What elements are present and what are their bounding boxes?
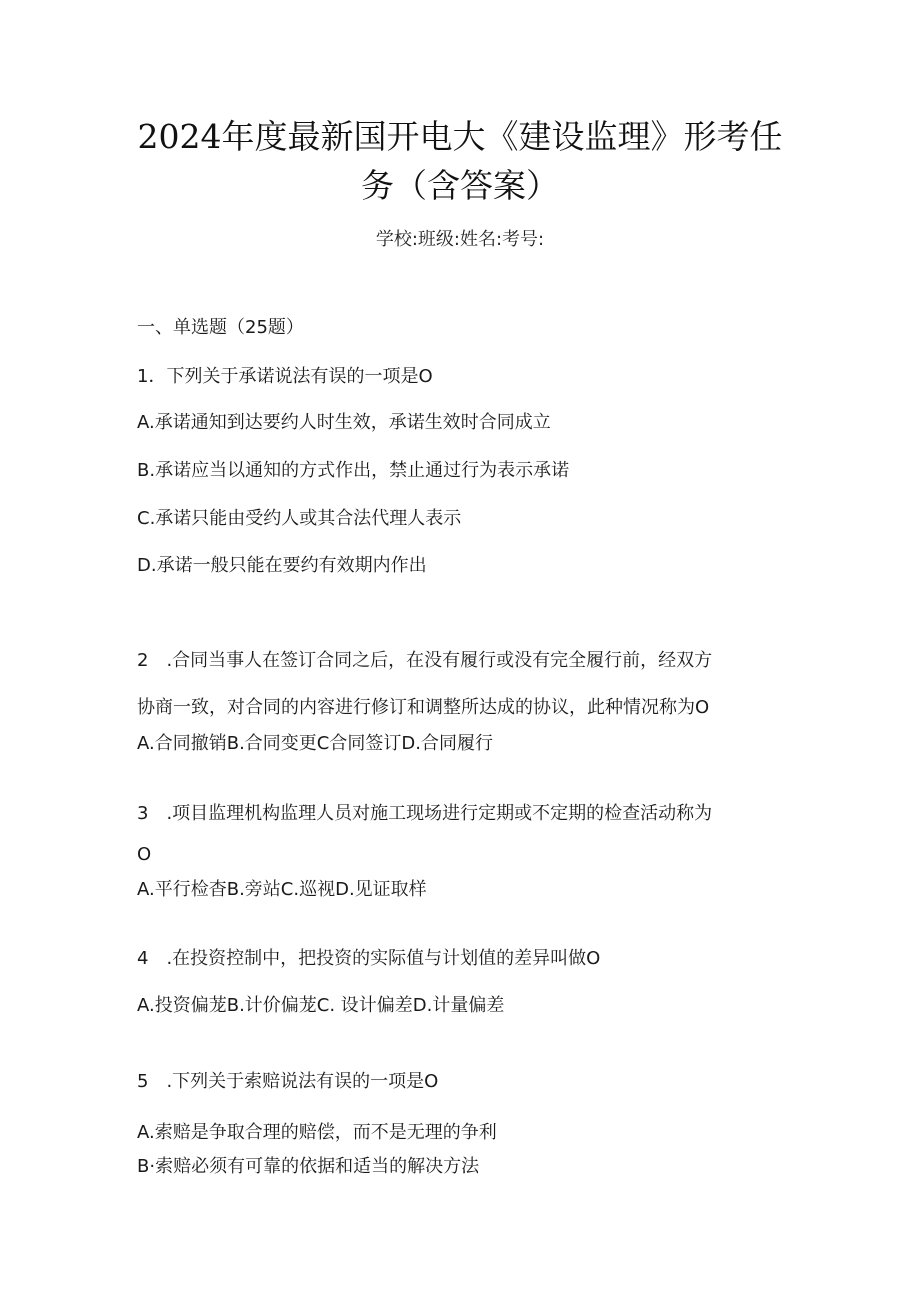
- question-2-stem-line2: 协商一致，对合同的内容进行修订和调整所达成的协议，此种情况称为O: [137, 697, 710, 718]
- question-3-stem-line1: 3 .项目监理机构监理人员对施工现场进行定期或不定期的检查活动称为: [137, 803, 713, 824]
- question-1-option-d: D.承诺一般只能在要约有效期内作出: [137, 555, 427, 576]
- question-2-options: A.合同撤销B.合同变更C合同签订D.合同履行: [137, 733, 493, 754]
- question-4-stem: 4 .在投资控制中，把投资的实际值与计划值的差异叫做O: [137, 948, 601, 969]
- section-heading: 一、单选题（25题）: [137, 317, 304, 338]
- question-5-stem: 5 .下列关于索赔说法有误的一项是O: [137, 1071, 439, 1092]
- question-1-option-c: C.承诺只能由受约人或其合法代理人表示: [137, 508, 462, 529]
- question-2-stem-line1: 2 .合同当事人在签订合同之后，在没有履行或没有完全履行前，经双方: [137, 650, 713, 671]
- question-1-stem: 1．下列关于承诺说法有误的一项是O: [137, 366, 433, 387]
- question-3-stem-line2: O: [137, 844, 152, 865]
- document-title-line2: 务（含答案）: [361, 166, 559, 205]
- question-5-option-a: A.索赔是争取合理的赔偿，而不是无理的争利: [137, 1122, 497, 1143]
- question-3-options: A.平行检杳B.旁站C.巡视D.见证取样: [137, 879, 427, 900]
- document-title-line1: 2024年度最新国开电大《建设监理》形考任: [137, 117, 783, 156]
- student-info-line: 学校:班级:姓名:考号:: [375, 229, 545, 250]
- question-5-option-b: B·索赔必须有可靠的依据和适当的解决方法: [137, 1156, 480, 1177]
- question-1-option-b: B.承诺应当以通知的方式作出，禁止通过行为表示承诺: [137, 460, 570, 481]
- question-4-options: A.投资偏茏B.计价偏茏C. 设计偏差D.计量偏差: [137, 995, 505, 1016]
- question-1-option-a: A.承诺通知到达要约人时生效，承诺生效时合同成立: [137, 412, 551, 433]
